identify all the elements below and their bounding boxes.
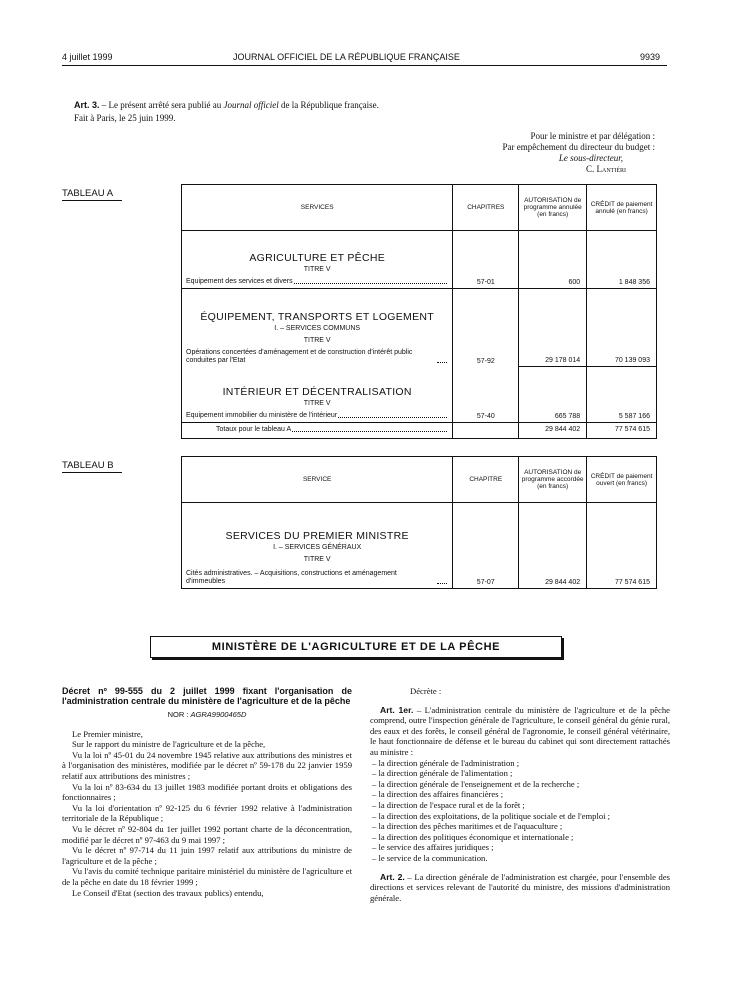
- decree-right-column: [370, 686, 670, 903]
- list-item: – la direction des pêches maritimes et de l'aquaculture ;: [372, 821, 563, 832]
- section-sub: TITRE V: [303, 556, 331, 563]
- signature-title: Le sous-directeur,: [558, 153, 623, 163]
- paragraph: Sur le rapport du ministre de l'agriculture et de la pêche,: [72, 739, 266, 750]
- header-rule: [62, 65, 667, 66]
- line-label: Cités administratives. – Acquisitions, constructions et aménagement d'immeubles: [186, 570, 397, 585]
- total-autorisation: 29 844 402: [519, 423, 587, 439]
- section-sub: I. – SERVICES GÉNÉRAUX: [273, 544, 362, 551]
- header-autorisation: AUTORISATION de programme annulée (en francs): [519, 185, 587, 231]
- header-credit: CRÉDIT de paiement annulé (en francs): [587, 185, 657, 231]
- table-row: [182, 367, 657, 423]
- section-title: ÉQUIPEMENT, TRANSPORTS ET LOGEMENT: [200, 310, 435, 323]
- header-journal-title: JOURNAL OFFICIEL DE LA RÉPUBLIQUE FRANÇAISE: [233, 52, 460, 62]
- paragraph: Vu la loi nº 83-634 du 13 juillet 1983 modifiée portant droits et obligations des fonctionnaires ;: [62, 781, 352, 803]
- decree-left-column: [62, 686, 352, 898]
- paragraph: Vu l'avis du comité technique paritaire ministériel du ministère de l'agriculture et de la pêche en date du 18 février 1999 ;: [62, 866, 352, 887]
- total-row: [182, 423, 657, 439]
- decree-title: Décret nº 99-555 du 2 juillet 1999 fixant l'organisation de l'administration centrale du ministère de l'agriculture et de la pêche: [62, 686, 352, 706]
- leader-dots: [292, 431, 447, 432]
- total-chapitre-cell: [453, 423, 519, 439]
- header-chapitre: CHAPITRE: [453, 457, 519, 503]
- section-title: SERVICES DU PREMIER MINISTRE: [225, 530, 409, 542]
- paragraph: Vu le décret nº 97-714 du 11 juin 1997 relatif aux attributions du ministre de l'agriculture et de la pêche ;: [62, 845, 352, 866]
- list-item: – la direction générale de l'alimentation ;: [372, 768, 513, 779]
- tableau-a-label: TABLEAU A: [62, 188, 122, 201]
- section-title: AGRICULTURE ET PÊCHE: [249, 252, 386, 264]
- header-service: SERVICE: [182, 457, 453, 503]
- art3-label: Art. 3.: [74, 100, 100, 110]
- header-chapitres: CHAPITRES: [453, 185, 519, 231]
- line-label: Opérations concertées d'aménagement et de construction d'intérêt public conduites par l'Etat: [186, 348, 413, 364]
- chapitre-cell: 57-92: [453, 289, 519, 367]
- section-sub: TITRE V: [303, 336, 331, 344]
- paragraph: Vu le décret nº 92-804 du 1er juillet 1992 portant charte de la déconcentration, modifié par le décret nº 97-463 du 9 mai 1997 ;: [62, 823, 352, 845]
- nor-value: AGRA9900465D: [190, 710, 247, 719]
- list-item: – la direction de l'espace rural et de la forêt ;: [372, 799, 525, 810]
- autorisation-cell: 665 788: [519, 367, 587, 423]
- paragraph: Vu la loi nº 45-01 du 24 novembre 1945 relative aux attributions des ministres et à l'organisation des ministères, modifiée par le décret nº 59-178 du 22 janvier 1959 relatif aux attributions des ministres ;: [62, 749, 352, 781]
- credit-cell: 5 587 166: [587, 367, 657, 423]
- list-item: – la direction des exploitations, de la politique sociale et de l'emploi ;: [372, 810, 611, 821]
- decree-nor: [62, 710, 352, 721]
- header-credit: CRÉDIT de paiement ouvert (en francs): [587, 457, 657, 503]
- section-title: INTÉRIEUR ET DÉCENTRALISATION: [222, 386, 412, 398]
- tableau-b-label: TABLEAU B: [62, 460, 122, 473]
- table-row: [182, 289, 657, 367]
- art3-paragraph: [74, 100, 379, 111]
- art2-paragraph: [370, 872, 670, 904]
- tableau-b: [181, 456, 657, 589]
- header-services: SERVICES: [182, 185, 453, 231]
- total-credit: 77 574 615: [587, 423, 657, 439]
- signature-line-1: Pour le ministre et par délégation :: [530, 131, 655, 141]
- credit-cell: 1 848 356: [587, 231, 657, 289]
- autorisation-cell: 600: [519, 231, 587, 289]
- art1-text: – L'administration centrale du ministère de l'agriculture et de la pêche comprend, outre l'inspection générale de l'agriculture, le conseil général du génie rural, des eaux et des forêts, le conseil général de l'agronomie, le conseil général vétérinaire, le haut fonctionnaire de défense et le bureau du cabinet qui sont directement rattachés au ministre :: [370, 704, 670, 757]
- table-row: [182, 503, 657, 589]
- chapitre-cell: 57-01: [453, 231, 519, 289]
- line-label: Equipement des services et divers: [186, 278, 293, 285]
- table-row: [182, 231, 657, 289]
- signature-line-3: [559, 153, 623, 164]
- art1-list: [370, 758, 670, 864]
- leader-dots: [437, 583, 447, 584]
- art1-label: Art. 1er.: [380, 704, 414, 715]
- list-item: – la direction générale de l'administration ;: [372, 757, 520, 768]
- section-sub: TITRE V: [303, 400, 331, 407]
- art2-text: – La direction générale de l'administration est chargée, pour l'ensemble des directions et services relevant de l'autorité du ministre, des missions d'administration générale.: [370, 871, 670, 903]
- header-autorisation: AUTORISATION de programme accordée (en francs): [519, 457, 587, 503]
- art2-label: Art. 2.: [380, 871, 405, 882]
- nor-label: NOR :: [167, 710, 191, 719]
- autorisation-cell: 29 844 402: [519, 503, 587, 589]
- autorisation-cell: 29 178 014: [519, 289, 587, 367]
- chapitre-cell: 57-07: [453, 503, 519, 589]
- art3-text: – Le présent arrêté sera publié au: [99, 100, 224, 110]
- header-page-number: 9939: [640, 52, 661, 62]
- line-label: Equipement immobilier du ministère de l'intérieur: [186, 412, 338, 419]
- art3-journal: Journal officiel: [223, 100, 279, 110]
- credit-cell: 70 139 093: [587, 289, 657, 367]
- chapitre-cell: 57-40: [453, 367, 519, 423]
- leader-dots: [294, 283, 448, 284]
- list-item: – la direction générale de l'enseignement et de la recherche ;: [372, 778, 580, 789]
- section-sub: TITRE V: [303, 266, 331, 273]
- art3-text-end: de la République française.: [278, 100, 379, 110]
- header-date: 4 juillet 1999: [62, 52, 113, 62]
- tableau-a: [181, 184, 657, 439]
- signature-line-2: Par empêchement du directeur du budget :: [502, 142, 655, 152]
- section-sub: I. – SERVICES COMMUNS: [274, 324, 361, 332]
- leader-dots: [338, 417, 447, 418]
- list-item: – le service de la communication.: [372, 852, 488, 863]
- paragraph: Le Conseil d'Etat (section des travaux publics) entendu,: [72, 887, 264, 898]
- paragraph: Le Premier ministre,: [72, 728, 143, 739]
- decrete-label: Décrète :: [410, 686, 442, 696]
- credit-cell: 77 574 615: [587, 503, 657, 589]
- total-label: Totaux pour le tableau A: [216, 425, 292, 433]
- art1-paragraph: [370, 705, 670, 758]
- leader-dots: [437, 362, 447, 363]
- list-item: – le service des affaires juridiques ;: [372, 842, 494, 853]
- list-item: – la direction des affaires financières ;: [372, 789, 504, 800]
- art3-fait: Fait à Paris, le 25 juin 1999.: [74, 113, 176, 123]
- list-item: – la direction des politiques économique et internationale ;: [372, 831, 574, 842]
- paragraph: Vu la loi d'orientation nº 92-125 du 6 février 1992 relative à l'administration territoriale de la République ;: [62, 802, 352, 824]
- signature-name: C. Lantiéri: [586, 164, 626, 174]
- ministry-heading: MINISTÈRE DE L'AGRICULTURE ET DE LA PÊCHE: [150, 636, 562, 658]
